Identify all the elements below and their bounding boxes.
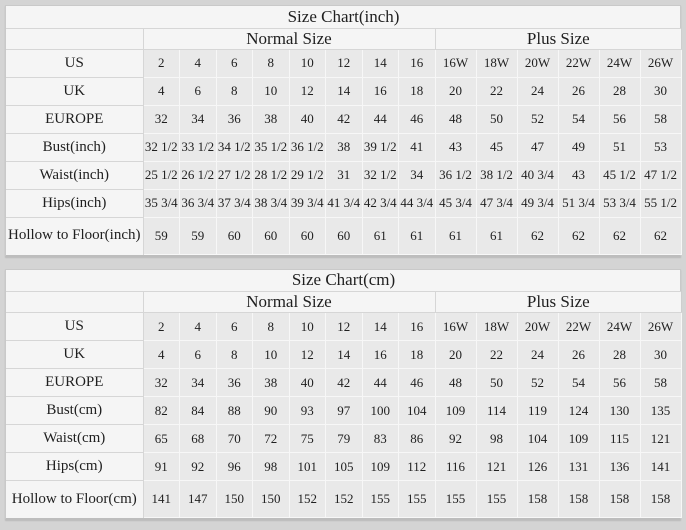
size-value-cell: 51 — [599, 133, 640, 161]
size-value-cell: 114 — [476, 397, 517, 425]
group-header-plus-size: Plus Size — [435, 292, 681, 313]
size-value-cell: 62 — [558, 217, 599, 254]
size-value-cell: 48 — [435, 105, 476, 133]
size-value-cell: 24W — [599, 49, 640, 77]
size-value-cell: 155 — [435, 481, 476, 518]
size-value-cell: 33 1/2 — [180, 133, 217, 161]
size-value-cell: 38 — [253, 105, 290, 133]
group-header-normal-size: Normal Size — [143, 292, 435, 313]
size-value-cell: 121 — [476, 453, 517, 481]
size-value-cell: 155 — [362, 481, 399, 518]
size-value-cell: 26W — [640, 313, 681, 341]
size-value-cell: 60 — [216, 217, 253, 254]
corner-cell — [6, 28, 143, 49]
size-value-cell: 56 — [599, 105, 640, 133]
size-value-cell: 10 — [253, 77, 290, 105]
size-value-cell: 65 — [143, 425, 180, 453]
size-value-cell: 141 — [640, 453, 681, 481]
size-value-cell: 42 3/4 — [362, 189, 399, 217]
size-value-cell: 43 — [558, 161, 599, 189]
row-label: UK — [6, 341, 143, 369]
size-value-cell: 28 — [599, 77, 640, 105]
size-value-cell: 12 — [326, 313, 363, 341]
size-value-cell: 82 — [143, 397, 180, 425]
size-value-cell: 24 — [517, 341, 558, 369]
size-value-cell: 10 — [289, 49, 326, 77]
size-value-cell: 47 1/2 — [640, 161, 681, 189]
group-header-normal-size: Normal Size — [143, 28, 435, 49]
size-value-cell: 61 — [476, 217, 517, 254]
size-value-cell: 16W — [435, 49, 476, 77]
size-value-cell: 59 — [143, 217, 180, 254]
size-value-cell: 39 1/2 — [362, 133, 399, 161]
size-value-cell: 20 — [435, 77, 476, 105]
size-chart-inch — [5, 5, 681, 257]
size-value-cell: 86 — [399, 425, 436, 453]
size-value-cell: 61 — [362, 217, 399, 254]
size-value-cell: 37 3/4 — [216, 189, 253, 217]
size-value-cell: 29 1/2 — [289, 161, 326, 189]
size-value-cell: 4 — [180, 49, 217, 77]
size-value-cell: 28 1/2 — [253, 161, 290, 189]
size-value-cell: 45 — [476, 133, 517, 161]
size-value-cell: 50 — [476, 369, 517, 397]
size-value-cell: 53 3/4 — [599, 189, 640, 217]
size-value-cell: 54 — [558, 105, 599, 133]
size-value-cell: 12 — [289, 341, 326, 369]
size-chart-cm — [5, 269, 681, 521]
size-value-cell: 46 — [399, 369, 436, 397]
size-value-cell: 4 — [143, 341, 180, 369]
size-value-cell: 22W — [558, 49, 599, 77]
size-value-cell: 16 — [362, 77, 399, 105]
size-value-cell: 36 3/4 — [180, 189, 217, 217]
row-label: EUROPE — [6, 105, 143, 133]
size-value-cell: 72 — [253, 425, 290, 453]
size-value-cell: 105 — [326, 453, 363, 481]
size-value-cell: 49 — [558, 133, 599, 161]
size-value-cell: 24 — [517, 77, 558, 105]
row-label: Hollow to Floor(inch) — [6, 217, 143, 254]
size-value-cell: 31 — [326, 161, 363, 189]
size-value-cell: 91 — [143, 453, 180, 481]
size-value-cell: 42 — [326, 105, 363, 133]
size-value-cell: 79 — [326, 425, 363, 453]
size-value-cell: 158 — [517, 481, 558, 518]
size-value-cell: 32 — [143, 369, 180, 397]
size-value-cell: 8 — [216, 341, 253, 369]
size-value-cell: 4 — [180, 313, 217, 341]
size-value-cell: 97 — [326, 397, 363, 425]
size-value-cell: 20 — [435, 341, 476, 369]
size-value-cell: 32 1/2 — [362, 161, 399, 189]
table-row — [6, 105, 681, 133]
row-label: Bust(cm) — [6, 397, 143, 425]
size-value-cell: 158 — [640, 481, 681, 518]
size-table — [6, 6, 682, 255]
size-value-cell: 158 — [558, 481, 599, 518]
table-row — [6, 217, 681, 254]
size-value-cell: 42 — [326, 369, 363, 397]
size-value-cell: 147 — [180, 481, 217, 518]
size-value-cell: 155 — [399, 481, 436, 518]
table-row — [6, 369, 681, 397]
size-value-cell: 130 — [599, 397, 640, 425]
size-value-cell: 14 — [362, 313, 399, 341]
size-value-cell: 121 — [640, 425, 681, 453]
size-value-cell: 16 — [362, 341, 399, 369]
size-value-cell: 20W — [517, 313, 558, 341]
size-value-cell: 16 — [399, 49, 436, 77]
size-value-cell: 8 — [216, 77, 253, 105]
size-value-cell: 47 — [517, 133, 558, 161]
table-row — [6, 453, 681, 481]
table-row — [6, 481, 681, 518]
size-value-cell: 41 — [399, 133, 436, 161]
size-value-cell: 24W — [599, 313, 640, 341]
size-value-cell: 75 — [289, 425, 326, 453]
chart-title: Size Chart(cm) — [6, 270, 681, 292]
size-value-cell: 116 — [435, 453, 476, 481]
size-value-cell: 10 — [253, 341, 290, 369]
size-value-cell: 32 — [143, 105, 180, 133]
size-value-cell: 36 — [216, 105, 253, 133]
size-value-cell: 34 — [180, 369, 217, 397]
size-value-cell: 26W — [640, 49, 681, 77]
size-value-cell: 104 — [517, 425, 558, 453]
size-value-cell: 126 — [517, 453, 558, 481]
size-value-cell: 62 — [599, 217, 640, 254]
size-value-cell: 155 — [476, 481, 517, 518]
size-value-cell: 112 — [399, 453, 436, 481]
row-label: Waist(inch) — [6, 161, 143, 189]
table-row — [6, 133, 681, 161]
size-value-cell: 44 — [362, 105, 399, 133]
size-value-cell: 141 — [143, 481, 180, 518]
size-value-cell: 44 — [362, 369, 399, 397]
size-value-cell: 109 — [435, 397, 476, 425]
size-value-cell: 30 — [640, 341, 681, 369]
table-row — [6, 425, 681, 453]
size-value-cell: 6 — [180, 77, 217, 105]
size-value-cell: 152 — [289, 481, 326, 518]
chart-title: Size Chart(inch) — [6, 6, 681, 28]
size-value-cell: 61 — [435, 217, 476, 254]
size-value-cell: 22W — [558, 313, 599, 341]
size-value-cell: 47 3/4 — [476, 189, 517, 217]
size-value-cell: 6 — [180, 341, 217, 369]
table-row — [6, 341, 681, 369]
size-value-cell: 38 1/2 — [476, 161, 517, 189]
size-value-cell: 70 — [216, 425, 253, 453]
size-value-cell: 12 — [289, 77, 326, 105]
size-value-cell: 26 — [558, 77, 599, 105]
row-label: EUROPE — [6, 369, 143, 397]
size-value-cell: 39 3/4 — [289, 189, 326, 217]
size-value-cell: 58 — [640, 105, 681, 133]
size-value-cell: 62 — [517, 217, 558, 254]
size-value-cell: 38 — [253, 369, 290, 397]
row-label: Hips(inch) — [6, 189, 143, 217]
size-value-cell: 14 — [326, 341, 363, 369]
size-value-cell: 2 — [143, 313, 180, 341]
size-value-cell: 25 1/2 — [143, 161, 180, 189]
size-value-cell: 18 — [399, 77, 436, 105]
size-value-cell: 119 — [517, 397, 558, 425]
size-value-cell: 131 — [558, 453, 599, 481]
size-value-cell: 136 — [599, 453, 640, 481]
size-value-cell: 62 — [640, 217, 681, 254]
table-row — [6, 49, 681, 77]
row-label: Hollow to Floor(cm) — [6, 481, 143, 518]
size-value-cell: 38 — [326, 133, 363, 161]
size-value-cell: 104 — [399, 397, 436, 425]
size-value-cell: 158 — [599, 481, 640, 518]
size-value-cell: 40 — [289, 105, 326, 133]
size-value-cell: 40 3/4 — [517, 161, 558, 189]
size-value-cell: 50 — [476, 105, 517, 133]
size-value-cell: 18 — [399, 341, 436, 369]
size-value-cell: 18W — [476, 49, 517, 77]
size-value-cell: 109 — [362, 453, 399, 481]
size-value-cell: 27 1/2 — [216, 161, 253, 189]
size-value-cell: 10 — [289, 313, 326, 341]
size-value-cell: 32 1/2 — [143, 133, 180, 161]
size-value-cell: 88 — [216, 397, 253, 425]
size-value-cell: 49 3/4 — [517, 189, 558, 217]
size-value-cell: 96 — [216, 453, 253, 481]
size-value-cell: 60 — [289, 217, 326, 254]
row-label: Waist(cm) — [6, 425, 143, 453]
size-value-cell: 26 1/2 — [180, 161, 217, 189]
size-value-cell: 35 1/2 — [253, 133, 290, 161]
size-value-cell: 8 — [253, 313, 290, 341]
size-value-cell: 52 — [517, 369, 558, 397]
row-label: US — [6, 313, 143, 341]
size-value-cell: 101 — [289, 453, 326, 481]
size-value-cell: 44 3/4 — [399, 189, 436, 217]
size-value-cell: 92 — [180, 453, 217, 481]
size-value-cell: 59 — [180, 217, 217, 254]
size-value-cell: 100 — [362, 397, 399, 425]
size-value-cell: 26 — [558, 341, 599, 369]
table-row — [6, 161, 681, 189]
corner-cell — [6, 292, 143, 313]
size-value-cell: 54 — [558, 369, 599, 397]
size-value-cell: 150 — [216, 481, 253, 518]
size-value-cell: 14 — [362, 49, 399, 77]
size-value-cell: 4 — [143, 77, 180, 105]
size-value-cell: 16W — [435, 313, 476, 341]
size-value-cell: 90 — [253, 397, 290, 425]
size-value-cell: 53 — [640, 133, 681, 161]
size-value-cell: 45 1/2 — [599, 161, 640, 189]
size-value-cell: 36 1/2 — [435, 161, 476, 189]
size-value-cell: 34 — [180, 105, 217, 133]
size-value-cell: 135 — [640, 397, 681, 425]
size-value-cell: 34 1/2 — [216, 133, 253, 161]
size-value-cell: 38 3/4 — [253, 189, 290, 217]
size-value-cell: 35 3/4 — [143, 189, 180, 217]
size-value-cell: 22 — [476, 341, 517, 369]
size-value-cell: 30 — [640, 77, 681, 105]
size-table — [6, 270, 682, 519]
size-value-cell: 124 — [558, 397, 599, 425]
size-value-cell: 55 1/2 — [640, 189, 681, 217]
size-value-cell: 52 — [517, 105, 558, 133]
row-label: Hips(cm) — [6, 453, 143, 481]
size-value-cell: 98 — [476, 425, 517, 453]
table-row — [6, 189, 681, 217]
size-value-cell: 60 — [253, 217, 290, 254]
size-value-cell: 12 — [326, 49, 363, 77]
size-value-cell: 150 — [253, 481, 290, 518]
size-value-cell: 92 — [435, 425, 476, 453]
size-value-cell: 45 3/4 — [435, 189, 476, 217]
row-label: UK — [6, 77, 143, 105]
size-value-cell: 46 — [399, 105, 436, 133]
table-row — [6, 77, 681, 105]
row-label: US — [6, 49, 143, 77]
size-value-cell: 2 — [143, 49, 180, 77]
size-value-cell: 8 — [253, 49, 290, 77]
size-value-cell: 48 — [435, 369, 476, 397]
size-value-cell: 43 — [435, 133, 476, 161]
size-value-cell: 51 3/4 — [558, 189, 599, 217]
table-row — [6, 313, 681, 341]
group-header-plus-size: Plus Size — [435, 28, 681, 49]
size-value-cell: 20W — [517, 49, 558, 77]
size-value-cell: 83 — [362, 425, 399, 453]
size-value-cell: 14 — [326, 77, 363, 105]
size-value-cell: 41 3/4 — [326, 189, 363, 217]
size-value-cell: 109 — [558, 425, 599, 453]
size-value-cell: 40 — [289, 369, 326, 397]
size-value-cell: 68 — [180, 425, 217, 453]
size-value-cell: 98 — [253, 453, 290, 481]
size-value-cell: 36 1/2 — [289, 133, 326, 161]
size-value-cell: 61 — [399, 217, 436, 254]
size-value-cell: 58 — [640, 369, 681, 397]
size-value-cell: 93 — [289, 397, 326, 425]
table-row — [6, 397, 681, 425]
size-value-cell: 6 — [216, 313, 253, 341]
size-value-cell: 115 — [599, 425, 640, 453]
size-value-cell: 36 — [216, 369, 253, 397]
row-label: Bust(inch) — [6, 133, 143, 161]
size-value-cell: 16 — [399, 313, 436, 341]
size-value-cell: 60 — [326, 217, 363, 254]
size-value-cell: 18W — [476, 313, 517, 341]
size-value-cell: 84 — [180, 397, 217, 425]
size-value-cell: 22 — [476, 77, 517, 105]
size-value-cell: 6 — [216, 49, 253, 77]
size-value-cell: 28 — [599, 341, 640, 369]
size-value-cell: 34 — [399, 161, 436, 189]
size-value-cell: 152 — [326, 481, 363, 518]
size-value-cell: 56 — [599, 369, 640, 397]
